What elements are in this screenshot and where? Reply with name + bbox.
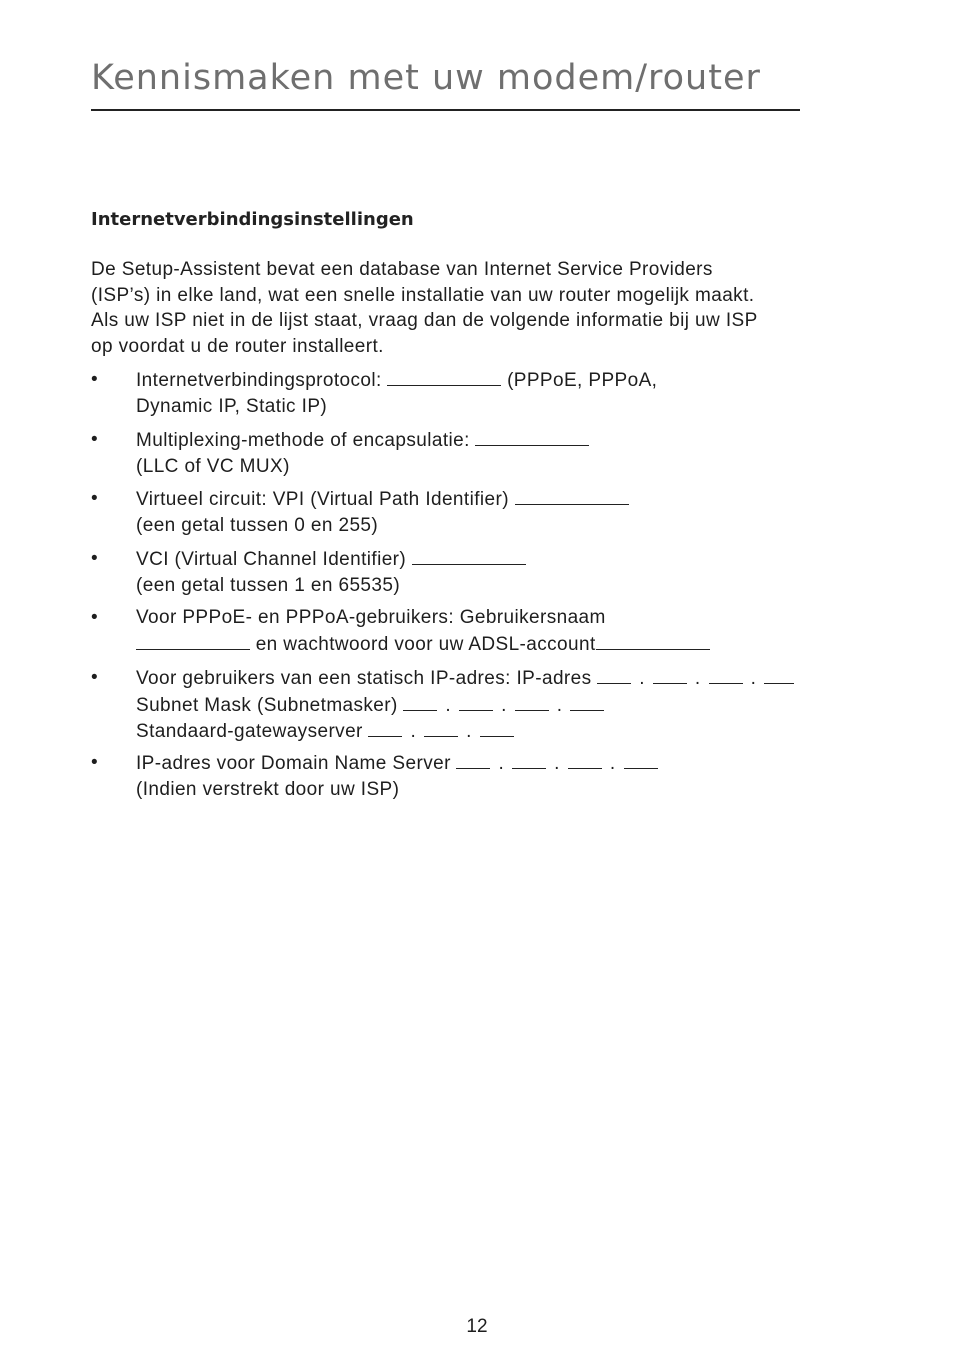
- password-blank[interactable]: [596, 631, 710, 650]
- dot: .: [445, 694, 452, 716]
- subnet-octet-1-blank[interactable]: [403, 692, 437, 711]
- multiplexing-label: Multiplexing-methode of encapsulatie:: [136, 430, 470, 451]
- gateway-octet-1-blank[interactable]: [368, 718, 402, 737]
- bullet: •: [91, 369, 99, 390]
- dns-octet-3-blank[interactable]: [568, 750, 602, 769]
- dot: .: [410, 721, 417, 742]
- gateway-octet-2-blank[interactable]: [424, 718, 458, 737]
- ip-octet-2-blank[interactable]: [653, 665, 687, 684]
- intro-line: Als uw ISP niet in de lijst staat, vraag dan de volgende informatie bij uw ISP: [91, 310, 758, 331]
- username-blank[interactable]: [136, 631, 250, 650]
- protocol-label: Internetverbindingsprotocol:: [136, 370, 382, 391]
- ip-address-label: Voor gebruikers van een statisch IP-adres: IP-adres: [136, 668, 592, 689]
- dot: .: [554, 753, 560, 774]
- subnet-octet-3-blank[interactable]: [515, 692, 549, 711]
- dns-hint: (Indien verstrekt door uw ISP): [136, 778, 400, 800]
- bullet: •: [91, 548, 99, 569]
- multiplexing-blank[interactable]: [475, 427, 589, 446]
- dns-label: IP-adres voor Domain Name Server: [136, 753, 451, 774]
- bullet: •: [91, 752, 99, 773]
- pppoe-label: Voor PPPoE- en PPPoA-gebruikers: Gebruikersnaam: [136, 607, 606, 628]
- vci-blank[interactable]: [412, 546, 526, 565]
- bullet: •: [91, 667, 99, 688]
- bullet: •: [91, 607, 99, 628]
- intro-paragraph: [91, 257, 871, 359]
- intro-line: (ISP’s) in elke land, wat een snelle installatie van uw router mogelijk maakt.: [91, 284, 755, 306]
- dot: .: [498, 753, 505, 774]
- dot: .: [466, 721, 472, 742]
- ip-octet-1-blank[interactable]: [597, 665, 631, 684]
- gateway-octet-3-blank[interactable]: [480, 718, 514, 737]
- intro-line: De Setup-Assistent bevat een database van Internet Service Providers: [91, 259, 713, 280]
- password-label: en wachtwoord voor uw ADSL-account: [255, 633, 596, 655]
- dot: .: [694, 668, 701, 689]
- vci-hint: (een getal tussen 1 en 65535): [136, 574, 401, 596]
- dns-octet-1-blank[interactable]: [456, 750, 490, 769]
- section-heading: Internetverbindingsinstellingen: [91, 209, 414, 230]
- dot: .: [750, 668, 757, 689]
- subnet-octet-4-blank[interactable]: [570, 692, 604, 711]
- subnet-label: Subnet Mask (Subnetmasker): [136, 694, 398, 716]
- dot: .: [501, 694, 507, 716]
- vpi-label: Virtueel circuit: VPI (Virtual Path Identifier): [136, 489, 509, 510]
- dot: .: [609, 753, 616, 774]
- vpi-hint: (een getal tussen 0 en 255): [136, 514, 379, 536]
- gateway-label: Standaard-gatewayserver: [136, 721, 363, 742]
- multiplexing-hint: (LLC of VC MUX): [136, 455, 290, 477]
- dns-octet-2-blank[interactable]: [512, 750, 546, 769]
- page-number: 12: [466, 1316, 488, 1337]
- protocol-blank[interactable]: [387, 367, 501, 386]
- title-rule: [91, 109, 800, 111]
- dot: .: [556, 694, 563, 716]
- dot: .: [639, 668, 645, 689]
- ip-octet-4-blank[interactable]: [764, 665, 794, 684]
- protocol-options: (PPPoE, PPPoA,: [507, 370, 658, 391]
- vci-label: VCI (Virtual Channel Identifier): [136, 549, 407, 570]
- page-title: Kennismaken met uw modem/router: [91, 58, 761, 98]
- bullet: •: [91, 488, 99, 509]
- dns-octet-4-blank[interactable]: [624, 750, 658, 769]
- vpi-blank[interactable]: [515, 486, 629, 505]
- intro-line: op voordat u de router installeert.: [91, 335, 384, 357]
- subnet-octet-2-blank[interactable]: [459, 692, 493, 711]
- ip-octet-3-blank[interactable]: [709, 665, 743, 684]
- bullet: •: [91, 429, 99, 450]
- protocol-options-cont: Dynamic IP, Static IP): [136, 395, 328, 417]
